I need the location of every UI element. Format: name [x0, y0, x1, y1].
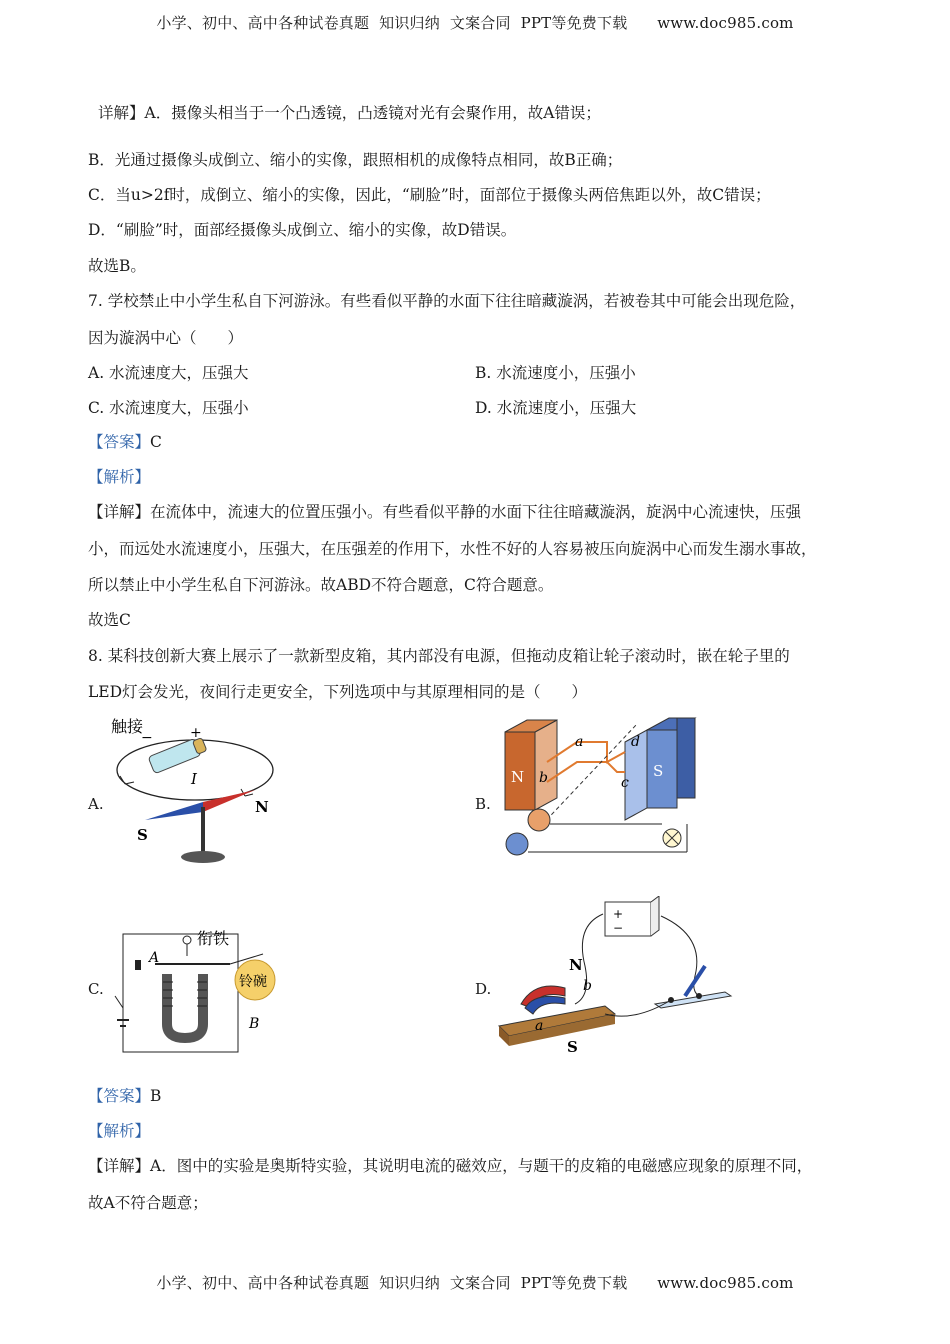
label-b: b [539, 770, 548, 786]
label-c: c [621, 775, 629, 791]
question-8-stem: 8. 某科技创新大赛上展示了一款新型皮箱，其内部没有电源，但拖动皮箱让轮子滚动时，嵌在轮子里的 [88, 647, 790, 665]
label-A: A [149, 950, 160, 966]
q7-analysis-tag: 【解析】 [88, 468, 151, 486]
north-pole-label: N [511, 768, 525, 786]
text-line: C．当u>2f时，成倒立、缩小的实像，因此，“刷脸”时，面部位于摄像头两倍焦距以外，故C错误； [88, 186, 771, 204]
q8-answer [88, 1086, 161, 1106]
label-a: a [575, 734, 584, 750]
q8-option-a-label: A. [88, 795, 104, 813]
touch-label: 触接 [111, 717, 144, 736]
battery-plus: + [613, 907, 624, 921]
q7-detail-line: 小，而远处水流速度小，压强大，在压强差的作用下，水性不好的人容易被压向旋涡中心而发生溺水事故， [88, 540, 817, 558]
answer-tag: 【答案】 [88, 1087, 151, 1105]
bell-label: 铃碗 [239, 974, 267, 990]
south-label-d: S [567, 1038, 578, 1056]
q8-option-d-label: D. [475, 980, 492, 998]
detail-tag: 【详解】 [88, 503, 151, 521]
north-label: N [255, 798, 269, 816]
q8-analysis-tag: 【解析】 [88, 1122, 151, 1140]
detail-text: 在流体中，流速大的位置压强小。有些看似平静的水面下往往暗藏漩涡，旋涡中心流速快，压强 [150, 503, 802, 521]
plus-sign: + [190, 725, 202, 741]
detail-text: A．图中的实验是奥斯特实验，其说明电流的磁效应，与题干的皮箱的电磁感应现象的原理不同， [150, 1157, 813, 1175]
page-header: 小学、初中、高中各种试卷真题 知识归纳 文案合同 PPT等免费下载 www.doc985.com [156, 14, 794, 32]
label-a-d: a [535, 1018, 544, 1034]
q7-option-c: C. 水流速度大，压强小 [88, 399, 249, 417]
page-footer: 小学、初中、高中各种试卷真题 知识归纳 文案合同 PPT等免费下载 www.doc985.com [156, 1274, 794, 1292]
label-d: d [631, 734, 640, 750]
answer-tag: 【答案】 [88, 433, 151, 451]
north-label-d: N [569, 956, 583, 974]
question-8-stem: LED灯会发光，夜间行走更安全，下列选项中与其原理相同的是（ ） [88, 683, 588, 701]
minus-sign: − [141, 730, 153, 746]
answer-value: C [150, 433, 162, 451]
figure-current-in-field [495, 896, 755, 1060]
q8-detail-line [88, 1156, 812, 1176]
q7-option-a: A. 水流速度大，压强大 [88, 364, 249, 382]
answer-value: B [150, 1087, 162, 1105]
battery-minus: − [613, 921, 624, 935]
q7-conclusion: 故选C [88, 611, 131, 629]
question-7-stem: 因为漩涡中心（ ） [88, 329, 244, 347]
q7-detail-line [88, 502, 801, 522]
south-label: S [137, 826, 148, 844]
detail-tag: 【详解】 [88, 1157, 151, 1175]
text-line: B．光通过摄像头成倒立、缩小的实像，跟照相机的成像特点相同，故B正确； [88, 151, 623, 169]
text-line: D．“刷脸”时，面部经摄像头成倒立、缩小的实像，故D错误。 [88, 221, 517, 239]
figure-generator [497, 712, 707, 870]
label-b-d: b [583, 978, 592, 994]
q8-option-b-label: B. [475, 795, 491, 813]
q8-detail-line: 故A不符合题意； [88, 1194, 208, 1212]
figure-oersted [105, 712, 285, 872]
text-line: 故选B。 [88, 257, 146, 275]
current-label: I [191, 770, 197, 788]
figure-electric-bell [105, 924, 285, 1056]
label-B: B [249, 1016, 260, 1032]
q7-answer [88, 432, 162, 452]
q8-option-c-label: C. [88, 980, 104, 998]
south-pole-label: S [653, 762, 664, 780]
q7-option-b: B. 水流速度小，压强小 [475, 364, 636, 382]
text-line: 详解】A．摄像头相当于一个凸透镜，凸透镜对光有会聚作用，故A错误； [98, 104, 601, 122]
q7-detail-line: 所以禁止中小学生私自下河游泳。故ABD不符合题意，C符合题意。 [88, 576, 554, 594]
q7-option-d: D. 水流速度小，压强大 [475, 399, 637, 417]
armature-label: 衔铁 [197, 929, 230, 948]
question-7-stem: 7. 学校禁止中小学生私自下河游泳。有些看似平静的水面下往往暗藏漩涡，若被卷其中可能会出现危险， [88, 292, 806, 310]
